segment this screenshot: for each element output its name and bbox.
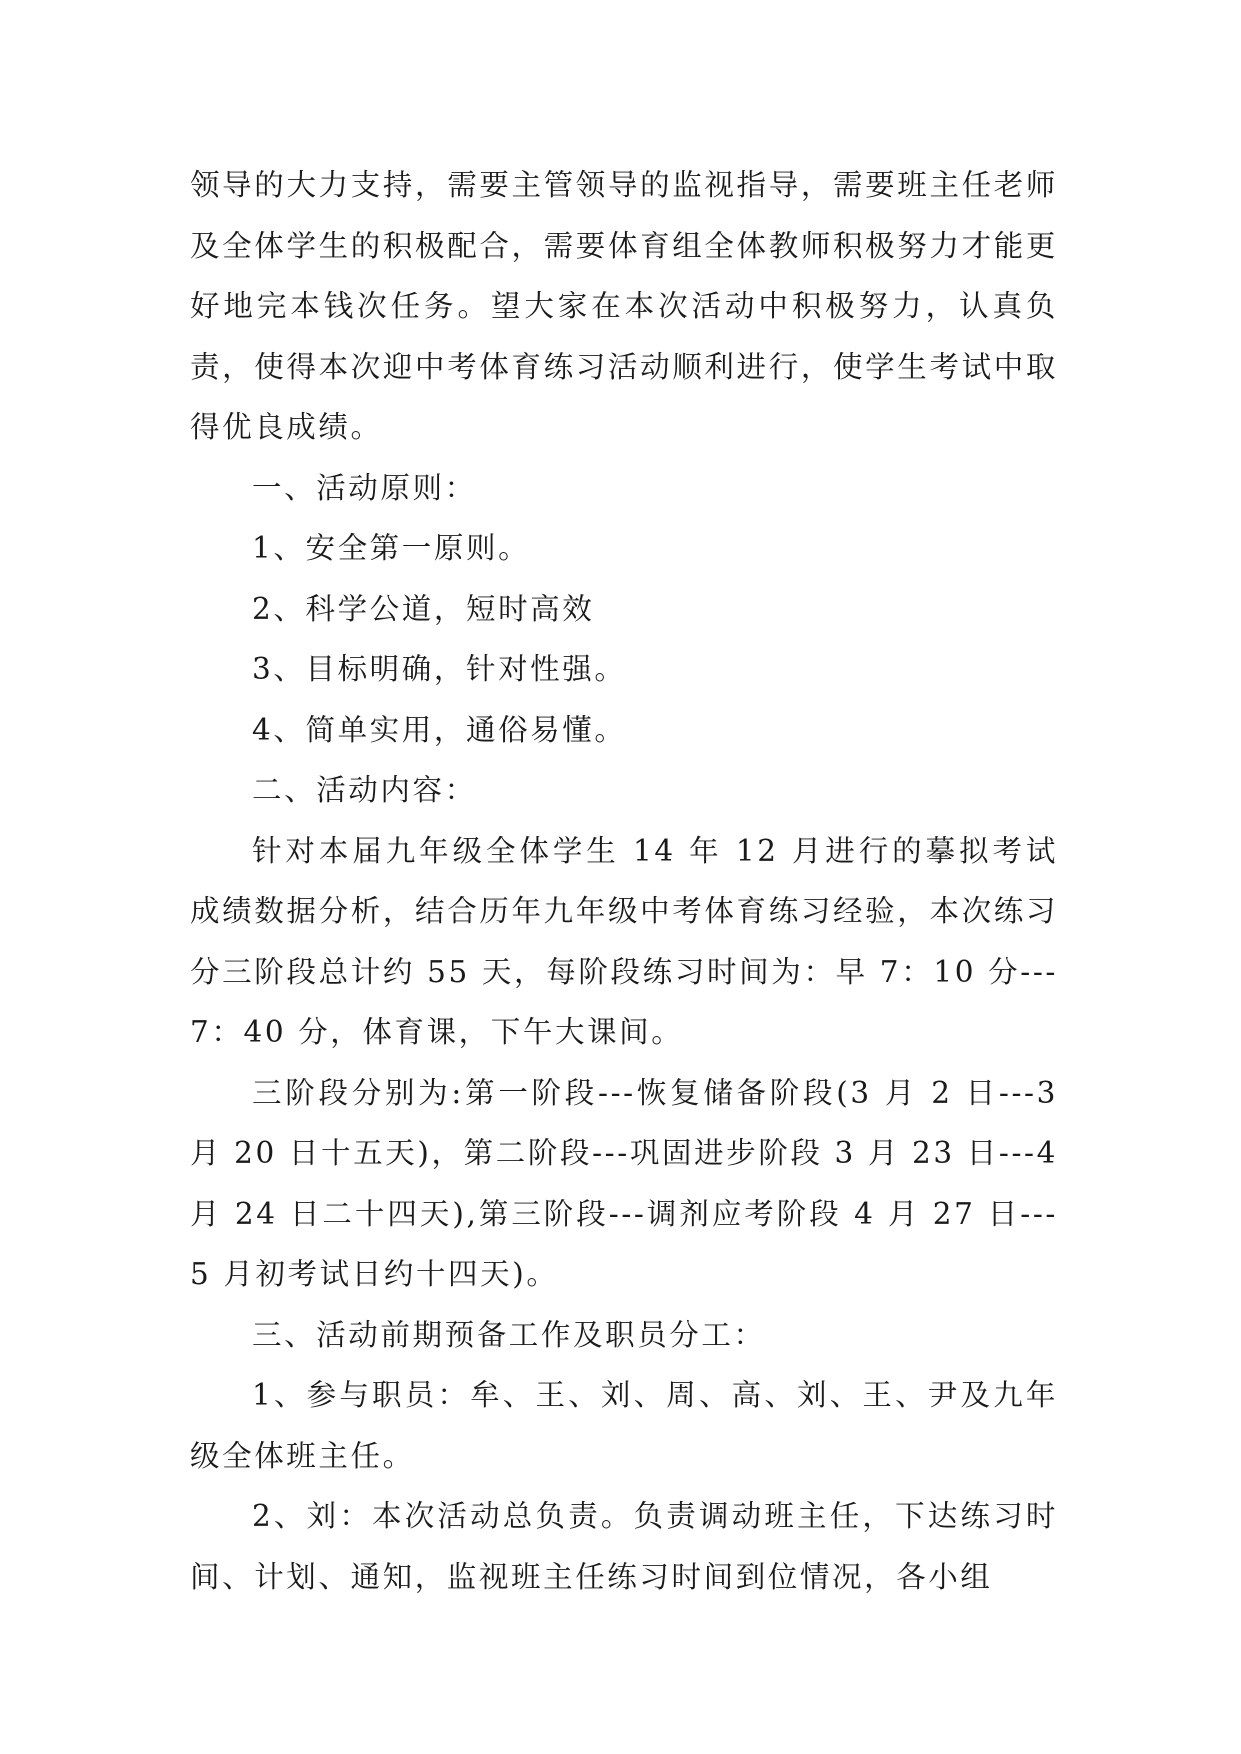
section-heading-content: 二、活动内容：	[252, 773, 477, 807]
document-body	[190, 155, 1058, 1607]
list-item: 2、刘：本次活动总负责。负责调动班主任，下达练习时间、计划、通知，监视班主任练习时间到位情况，各小组	[190, 1499, 1058, 1594]
body-paragraph: 针对本届九年级全体学生 14 年 12 月进行的摹拟考试成绩数据分析，结合历年九年级中考体育练习经验，本次练习分三阶段总计约 55 天，每阶段练习时间为：早 7：10 分---7：40 分，体育课，下午大课间。	[190, 833, 1058, 1049]
list-item: 2、科学公道，短时高效	[252, 591, 595, 626]
list-item: 1、参与职员：牟、王、刘、周、高、刘、王、尹及九年级全体班主任。	[190, 1378, 1058, 1473]
list-item: 4、简单实用，通俗易懂。	[252, 712, 627, 747]
section-heading-preparation: 三、活动前期预备工作及职员分工：	[252, 1317, 766, 1352]
list-item: 3、目标明确，针对性强。	[252, 652, 627, 686]
body-paragraph: 领导的大力支持，需要主管领导的监视指导，需要班主任老师及全体学生的积极配合，需要体育组全体教师积极努力才能更好地完本钱次任务。望大家在本次活动中积极努力，认真负责，使得本次迎中考体育练习活动顺利进行，使学生考试中取得优良成绩。	[190, 168, 1058, 444]
list-item: 1、安全第一原则。	[252, 531, 531, 565]
body-paragraph: 三阶段分别为:第一阶段---恢复储备阶段(3 月 2 日---3 月 20 日十五天)，第二阶段---巩固进步阶段 3 月 23 日---4 月 24 日二十四天),第三阶段---调剂应考阶段 4 月 27 日---5 月初考试日约十四天)。	[190, 1075, 1058, 1291]
section-heading-principles: 一、活动原则：	[252, 470, 477, 505]
